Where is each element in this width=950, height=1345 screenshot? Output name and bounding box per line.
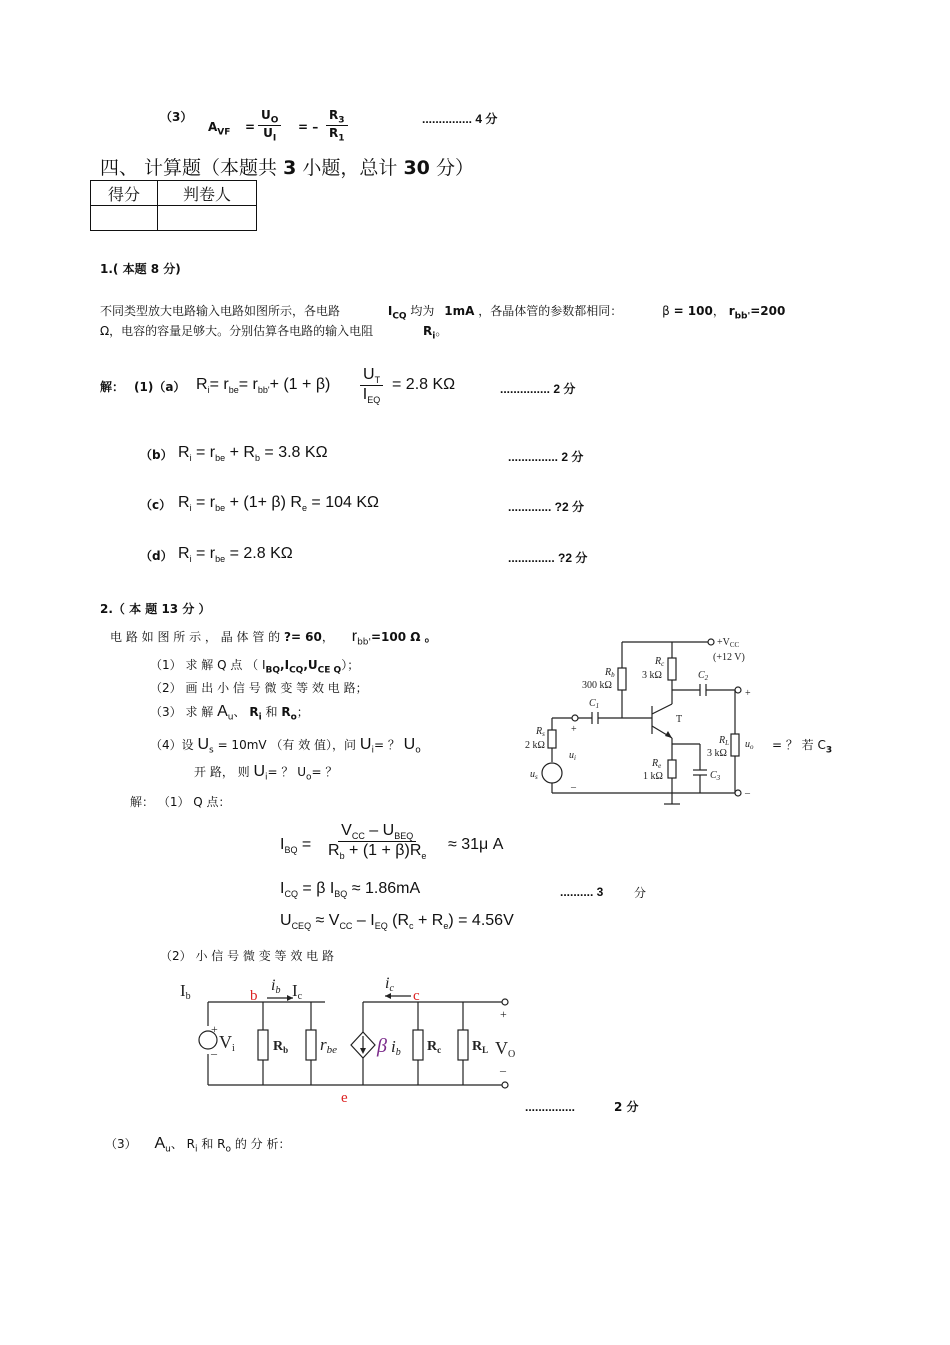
svg-text:T: T <box>676 714 683 725</box>
svg-text:β: β <box>377 1035 387 1057</box>
svg-text:+: + <box>745 688 751 699</box>
icq-score: .......... 3 <box>560 885 604 899</box>
q2-item1: （1） 求 解 Q 点 （ $I_{BQ},I_{CQ},U_{CE Q}$）； <box>150 658 360 676</box>
small-signal-circuit <box>175 970 520 1105</box>
q2-intro: 电 路 如 图 所 示 ， 晶 体 管 的 ?= 60， $r_{bb'}=100$ Ω 。 <box>110 628 437 648</box>
svg-text:uo: $u_o$ <box>745 739 754 751</box>
equals-sign: = <box>245 120 256 134</box>
svg-text:VO: VO <box>495 1038 516 1060</box>
svg-text:rbe: rbe <box>320 1035 338 1056</box>
svg-text:+: + <box>571 724 577 735</box>
svg-text:ui: $u_i$ <box>569 750 576 762</box>
part3-label: （3） <box>160 110 193 124</box>
q2-solution-label: 解： （1） Q 点： <box>130 795 231 809</box>
grade-table <box>90 180 257 231</box>
svg-text:ib: ib <box>391 1037 401 1058</box>
part2-score: ............... <box>525 1100 576 1114</box>
q1-text-line2: Ω，电容的容量足够大。分别估算各电路的输入电阻 $R_i$。 <box>100 324 448 342</box>
svg-text:b: b <box>250 988 258 1004</box>
icq-equation: $I_{CQ} = \beta$ $I_{BQ} \approx 1.86mA$ <box>280 880 421 900</box>
grade-header-grader: 判卷人 <box>158 181 257 206</box>
icq-score-unit: 分 <box>634 886 647 900</box>
r3-r1-fraction: $\frac{R_3}{R_1}$ <box>326 108 348 144</box>
grade-cell-score[interactable] <box>91 206 158 231</box>
amplifier-circuit <box>525 630 775 810</box>
emitter-arrow-icon <box>665 731 672 738</box>
q1-text-line1: 不同类型放大电路输入电路如图所示，各电路 $I_{CQ}$ 均为 1mA ，各晶体管的参数都相同： β = 100， $r_{bb'}=200$ <box>100 304 786 322</box>
svg-text:+VCC: $+V_{CC}$ <box>717 637 740 649</box>
q2-part3-label: （3） $A_u$、 $R_i$ 和 $R_o$ 的 分 析： <box>105 1135 291 1155</box>
grade-header-score: 得分 <box>91 181 158 206</box>
svg-text:(+12 V): (+12 V) <box>713 652 745 663</box>
svg-text:RL: $R_L$ <box>472 1039 489 1055</box>
svg-text:1 kΩ: 1 kΩ <box>643 771 663 782</box>
arrow-down-icon <box>360 1048 366 1054</box>
svg-text:–: – <box>571 782 576 793</box>
svg-text:+: + <box>500 1007 507 1021</box>
svg-text:–: – <box>500 1063 506 1077</box>
svg-text:C2: $C_2$ <box>698 670 709 682</box>
svg-text:Rc: $R_c$ <box>427 1039 442 1055</box>
svg-text:3 kΩ: 3 kΩ <box>707 748 727 759</box>
svg-text:Ic: Ic <box>292 981 303 1002</box>
svg-text:Rb: $R_b$ <box>605 667 615 679</box>
svg-text:us: $u_s$ <box>530 769 538 781</box>
svg-text:c: c <box>413 988 420 1004</box>
svg-text:C3: $C_3$ <box>710 770 721 782</box>
part2-score-unit: 2 分 <box>614 1100 639 1114</box>
svg-text:Re: $R_e$ <box>652 758 662 770</box>
svg-text:ib: ib <box>271 977 281 996</box>
svg-text:300 kΩ: 300 kΩ <box>582 680 612 691</box>
q2-item4-right: = ？ 若 $C_3$ <box>772 738 833 756</box>
svg-text:Rb: $R_b$ <box>273 1039 289 1055</box>
section-title: 四、 计算题（本题共 3 小题，总计 30 分） <box>100 157 474 179</box>
avf-symbol: $A_{VF}$ <box>208 120 231 138</box>
q2-item3: （3） 求 解 $A_u$、 $R_i$ 和 $R_o$； <box>150 703 309 723</box>
svg-text:–: – <box>745 788 750 799</box>
uo-ui-fraction: $\frac{U_O}{U_I}$ <box>258 108 281 144</box>
svg-text:C1: $C_1$ <box>589 698 600 710</box>
svg-text:Rc: $R_c$ <box>655 656 665 668</box>
uceq-equation: $U_{CEQ} \approx V_{CC} - I_{EQ}$ $(R_c + R_e) = 4.56V$ <box>280 912 514 932</box>
q2-item4-line2: 开 路， 则 $U_i=$ ？ $U_o=$ ？ <box>194 763 338 783</box>
svg-text:e: e <box>341 1090 348 1105</box>
svg-text:+: + <box>211 1022 218 1036</box>
svg-text:3 kΩ: 3 kΩ <box>642 670 662 681</box>
equals-minus: = – <box>298 120 319 134</box>
svg-text:2 kΩ: 2 kΩ <box>525 740 545 751</box>
svg-text:Ib: Ib <box>180 981 191 1002</box>
svg-text:–: – <box>211 1046 217 1060</box>
part3-score: ............... 4 分 <box>422 112 498 126</box>
svg-text:Rs: $R_s$ <box>536 726 545 738</box>
svg-text:ic: ic <box>385 975 394 994</box>
q2-header: 2.（ 本 题 13 分 ） <box>100 602 211 616</box>
q2-part2-label: （2） 小 信 号 微 变 等 效 电 路 <box>160 949 334 963</box>
svg-text:Vi: Vi <box>219 1032 235 1054</box>
q2-item2: （2） 画 出 小 信 号 微 变 等 效 电 路； <box>150 681 368 695</box>
q1-header: 1.( 本题 8 分) <box>100 262 181 276</box>
q2-item4: （4）设 $U_s = 10mV$ （有 效 值），问 $U_i=$ ？ $U_o$ <box>150 736 421 756</box>
svg-text:RL: $R_L$ <box>719 735 730 747</box>
grade-cell-grader[interactable] <box>158 206 257 231</box>
